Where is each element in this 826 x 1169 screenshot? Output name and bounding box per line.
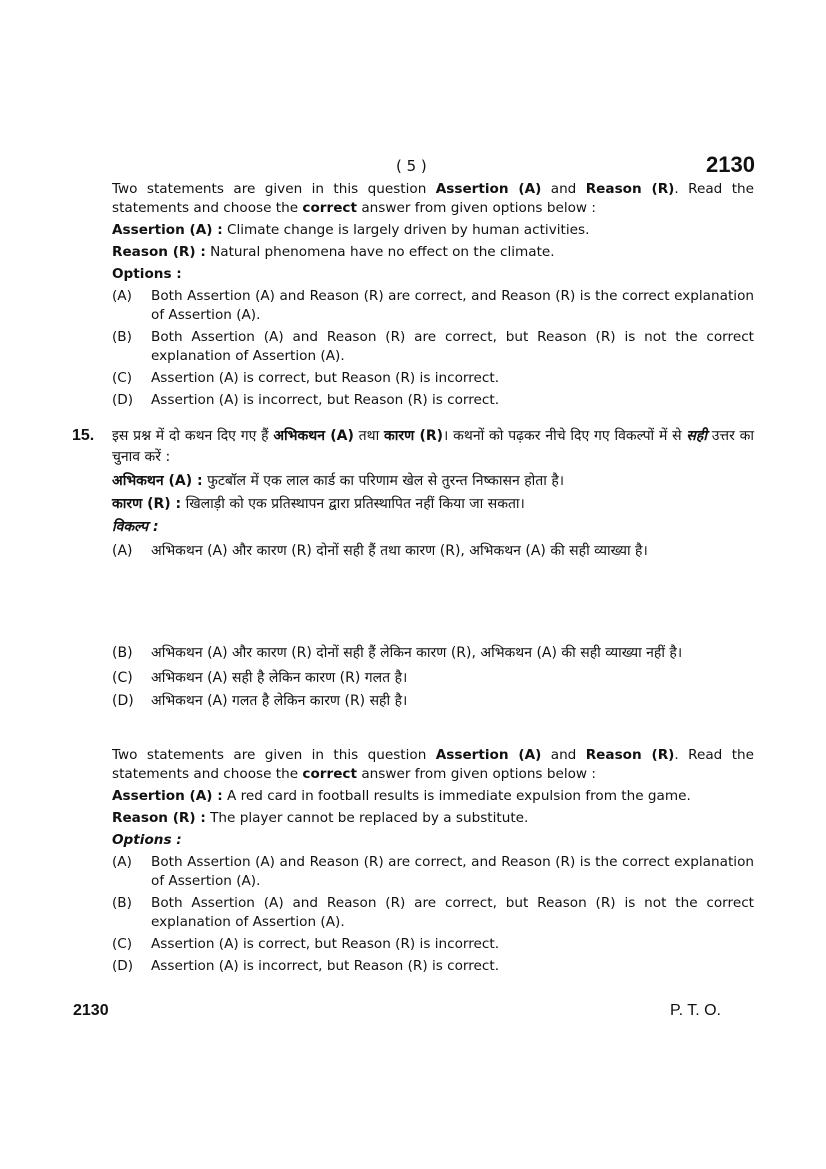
question-intro <box>112 426 754 468</box>
question-intro <box>112 746 754 784</box>
option-d <box>112 691 754 712</box>
option-a <box>112 853 754 891</box>
option-text: अभिकथन (A) और कारण (R) दोनों सही हैं लेकिन कारण (R), अभिकथन (A) की सही व्याख्या नहीं है। <box>151 645 683 661</box>
intro-text: and <box>541 747 586 763</box>
reason <box>112 809 754 828</box>
option-label: (B) <box>112 895 132 911</box>
option-label: (B) <box>112 645 133 661</box>
intro-text: उत्तर का चुनाव करें : <box>112 428 755 465</box>
intro-text: answer from given options below : <box>357 766 596 782</box>
reason-text: The player cannot be replaced by a substitute. <box>205 810 529 826</box>
options-label: Options : <box>112 266 182 282</box>
option-text: Assertion (A) is incorrect, but Reason (R) is correct. <box>151 392 500 408</box>
option-d <box>112 957 754 976</box>
option-b <box>112 328 754 366</box>
assertion <box>112 787 754 806</box>
option-text: Assertion (A) is incorrect, but Reason (R) is correct. <box>151 958 500 974</box>
intro-bold: अभिकथन (A) <box>273 428 354 444</box>
option-label: (D) <box>112 392 134 408</box>
options-label: विकल्प : <box>112 519 159 535</box>
assertion-label: Assertion (A) : <box>112 788 223 804</box>
assertion-label: Assertion (A) : <box>112 222 223 238</box>
intro-bold: Assertion (A) <box>435 747 542 763</box>
option-a <box>112 541 754 562</box>
intro-text: इस प्रश्न में दो कथन दिए गए हैं <box>112 428 274 444</box>
option-text: अभिकथन (A) सही है लेकिन कारण (R) गलत है। <box>151 670 408 686</box>
option-a <box>112 287 754 325</box>
option-b <box>112 643 754 664</box>
option-c <box>112 369 754 388</box>
intro-bold: correct <box>302 200 357 216</box>
reason-text: Natural phenomena have no effect on the climate. <box>205 244 555 260</box>
option-text: Assertion (A) is correct, but Reason (R) is incorrect. <box>151 370 500 386</box>
paper-code: 2130 <box>706 152 755 177</box>
please-turn-over: P. T. O. <box>670 1002 721 1019</box>
option-text: Assertion (A) is correct, but Reason (R) is incorrect. <box>151 936 500 952</box>
intro-text: तथा <box>353 428 385 444</box>
intro-bold: Reason (R) <box>585 181 675 197</box>
option-text: अभिकथन (A) गलत है लेकिन कारण (R) सही है। <box>151 693 408 709</box>
reason-label: कारण (R) : <box>112 496 182 512</box>
intro-text: . Read the statements and choose the <box>112 181 755 216</box>
q15-english <box>112 746 754 976</box>
intro-text: Two statements are given in this question <box>112 747 436 763</box>
option-label: (C) <box>112 670 133 686</box>
assertion-text: फुटबॉल में एक लाल कार्ड का परिणाम खेल से तुरन्त निष्कासन होता है। <box>202 473 565 489</box>
intro-text: । कथनों को पढ़कर नीचे दिए गए विकल्पों में से <box>443 428 687 444</box>
intro-text: and <box>541 181 586 197</box>
assertion <box>112 221 754 240</box>
intro-bold: Reason (R) <box>585 747 675 763</box>
question-intro <box>112 180 754 218</box>
option-label: (A) <box>112 543 133 559</box>
option-text: Both Assertion (A) and Reason (R) are correct, but Reason (R) is not the correct explanation of Assertion (A). <box>151 329 754 364</box>
option-b <box>112 894 754 932</box>
options-label: Options : <box>112 832 182 848</box>
option-c <box>112 668 754 689</box>
intro-bold: Assertion (A) <box>435 181 542 197</box>
reason-label: Reason (R) : <box>112 810 206 826</box>
q15-hindi-continued <box>112 643 754 712</box>
reason <box>112 494 754 515</box>
reason <box>112 243 754 262</box>
option-text: Both Assertion (A) and Reason (R) are correct, and Reason (R) is the correct explanation of Assertion (A). <box>151 854 754 889</box>
option-label: (D) <box>112 958 134 974</box>
assertion <box>112 471 754 492</box>
option-text: अभिकथन (A) और कारण (R) दोनों सही हैं तथा कारण (R), अभिकथन (A) की सही व्याख्या है। <box>151 543 648 559</box>
option-label: (A) <box>112 288 132 304</box>
question-number: 15. <box>72 427 95 444</box>
intro-text: . Read the statements and choose the <box>112 747 755 782</box>
page-number: ( 5 ) <box>396 157 427 175</box>
option-label: (C) <box>112 370 133 386</box>
q14-english <box>112 180 754 410</box>
intro-bold: correct <box>302 766 357 782</box>
option-c <box>112 935 754 954</box>
intro-text: answer from given options below : <box>357 200 596 216</box>
intro-bold: सही <box>686 428 707 444</box>
reason-text: खिलाड़ी को एक प्रतिस्थापन द्वारा प्रतिस्थापित नहीं किया जा सकता। <box>181 496 525 512</box>
option-text: Both Assertion (A) and Reason (R) are correct, and Reason (R) is the correct explanation of Assertion (A). <box>151 288 754 323</box>
option-text: Both Assertion (A) and Reason (R) are correct, but Reason (R) is not the correct explanation of Assertion (A). <box>151 895 754 930</box>
assertion-text: Climate change is largely driven by human activities. <box>222 222 590 238</box>
intro-bold: कारण (R) <box>384 428 444 444</box>
option-d <box>112 391 754 410</box>
assertion-label: अभिकथन (A) : <box>112 473 203 489</box>
footer-code: 2130 <box>73 1002 109 1019</box>
intro-text: Two statements are given in this question <box>112 181 436 197</box>
assertion-text: A red card in football results is immediate expulsion from the game. <box>222 788 691 804</box>
option-label: (D) <box>112 693 134 709</box>
option-label: (C) <box>112 936 133 952</box>
option-label: (B) <box>112 329 132 345</box>
reason-label: Reason (R) : <box>112 244 206 260</box>
option-label: (A) <box>112 854 132 870</box>
q15-hindi <box>112 426 754 562</box>
